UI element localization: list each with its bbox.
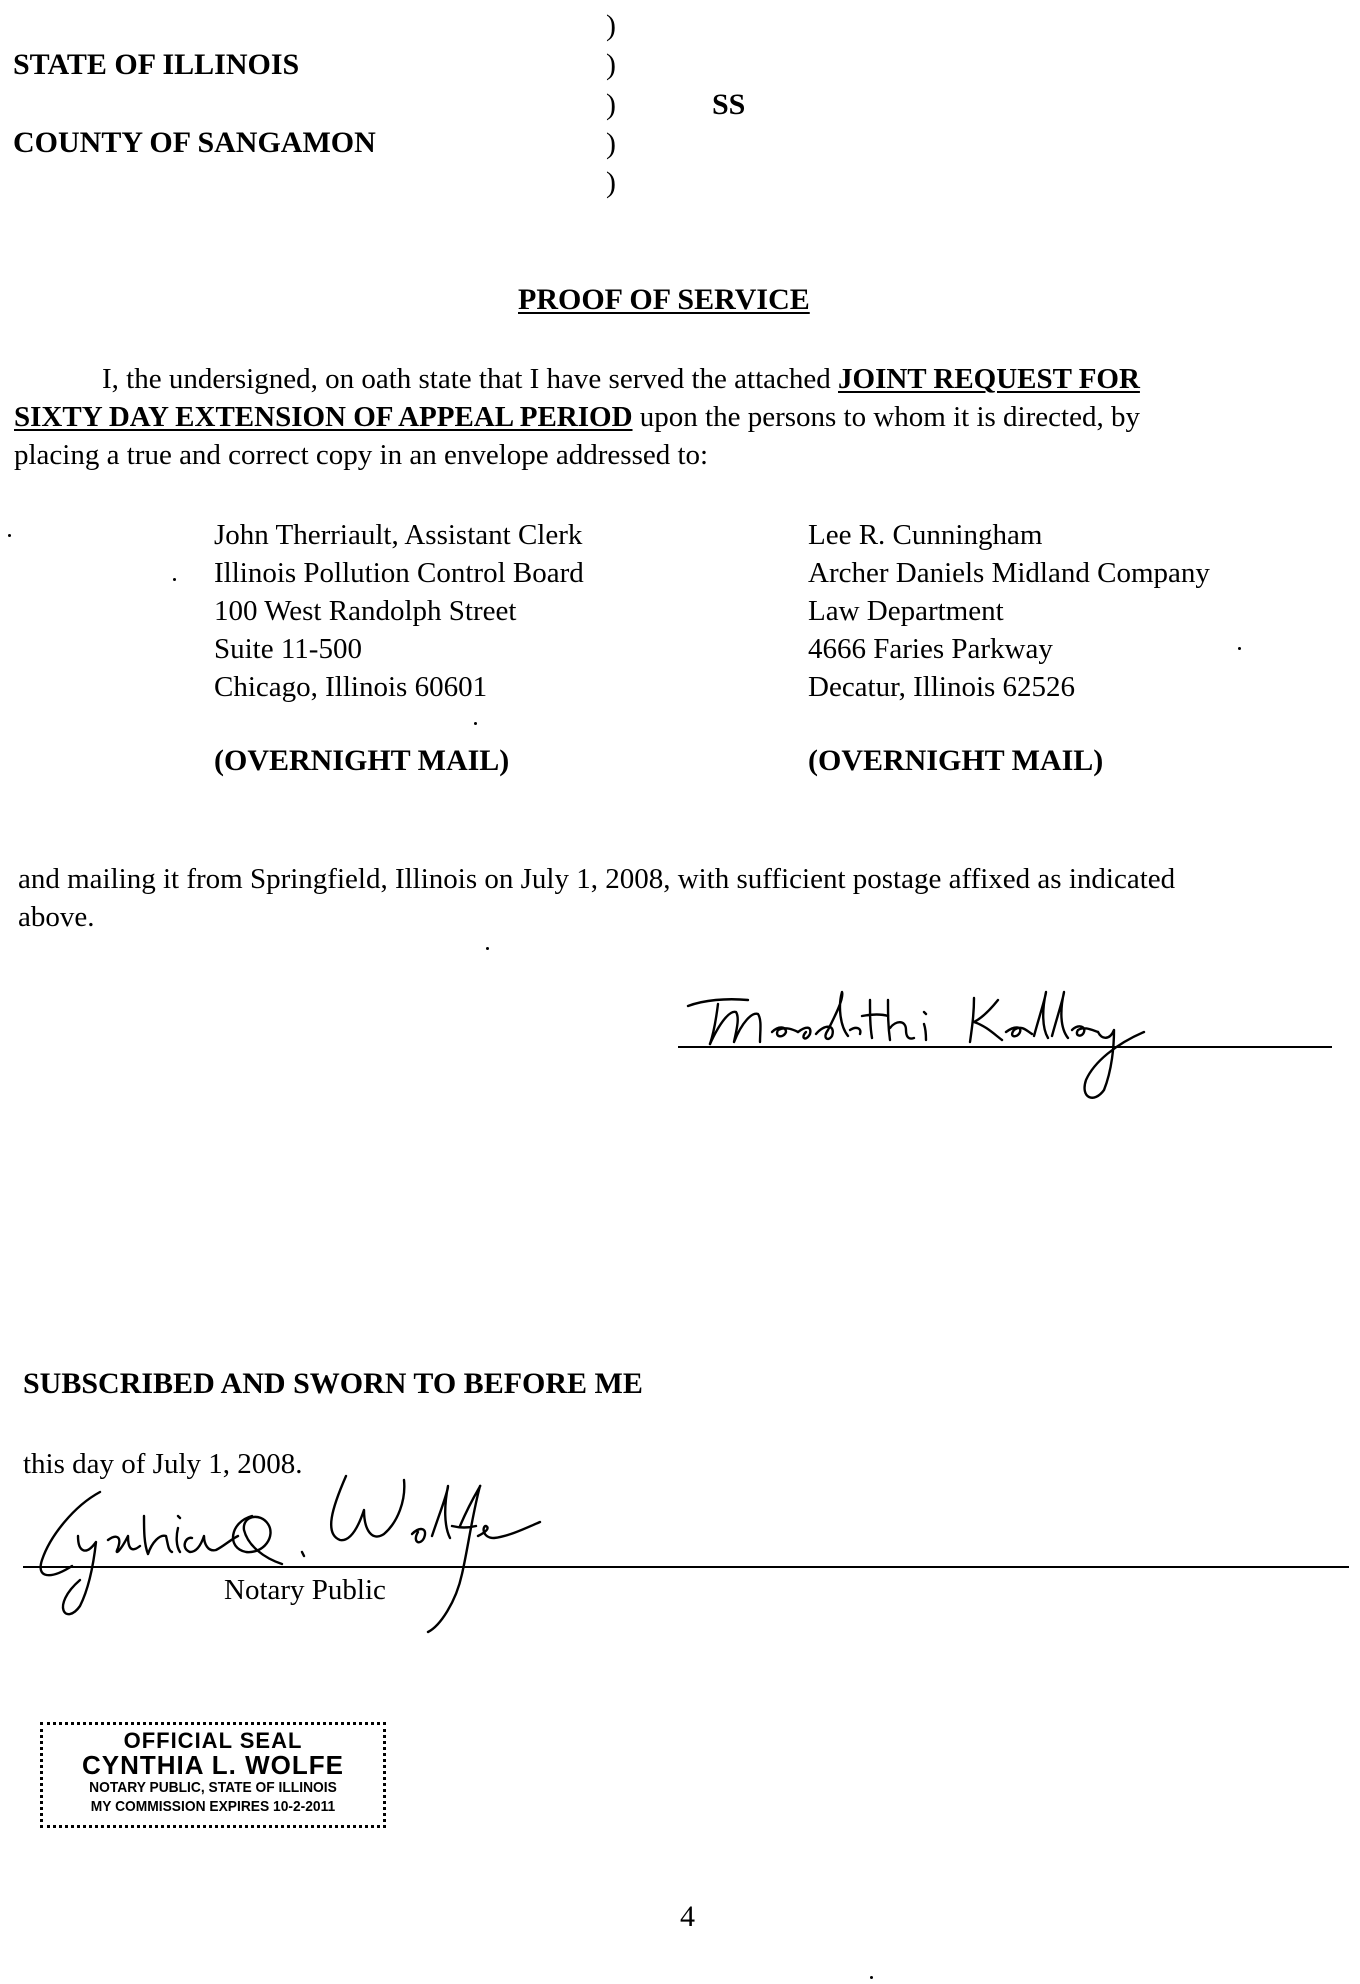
address-line: Law Department [808, 595, 1004, 627]
seal-line: NOTARY PUBLIC, STATE OF ILLINOIS [89, 1779, 337, 1796]
notary-signature [20, 1456, 660, 1646]
venue-county: COUNTY OF SANGAMON [13, 126, 376, 159]
scan-speck [8, 534, 11, 537]
document-title: PROOF OF SERVICE [518, 283, 810, 316]
scan-speck [486, 947, 489, 950]
notary-signature-line [23, 1566, 1349, 1568]
recipient-address-2 [808, 516, 1210, 706]
caption-paren: ) [606, 127, 616, 160]
intro-paragraph [14, 360, 1314, 474]
seal-name: CYNTHIA L. WOLFE [81, 1750, 344, 1780]
caption-paren: ) [606, 88, 616, 121]
seal-line: OFFICIAL SEAL [123, 1728, 303, 1753]
notary-label: Notary Public [224, 1574, 386, 1606]
recipient-address-1 [214, 516, 584, 706]
served-document-title-part2: SIXTY DAY EXTENSION OF APPEAL PERIOD [14, 401, 633, 433]
scan-speck [173, 578, 176, 581]
seal-commission: MY COMMISSION EXPIRES 10-2-2011 [90, 1798, 336, 1815]
delivery-method-1: (OVERNIGHT MAIL) [214, 744, 510, 777]
address-line: Suite 11-500 [214, 633, 362, 665]
venue-state: STATE OF ILLINOIS [13, 48, 300, 81]
scan-speck [870, 1976, 873, 1979]
address-line: 100 West Randolph Street [214, 595, 517, 627]
intro-line-1 [14, 360, 1314, 398]
caption-paren: ) [606, 166, 616, 199]
scan-speck [1238, 647, 1241, 650]
address-line: Decatur, Illinois 62526 [808, 671, 1076, 703]
delivery-method-2: (OVERNIGHT MAIL) [808, 744, 1104, 777]
mailing-paragraph [18, 860, 1328, 936]
affiant-signature-line [678, 1046, 1332, 1048]
mailing-line-1: and mailing it from Springfield, Illinois on July 1, 2008, with sufficient postage affixed as indicated [18, 863, 1176, 895]
intro-line-2 [14, 398, 1314, 436]
address-line: Illinois Pollution Control Board [214, 557, 584, 589]
page-number: 4 [680, 1900, 695, 1933]
mailing-line-2: above. [18, 901, 95, 933]
venue-ss: SS [712, 88, 746, 121]
address-line: 4666 Faries Parkway [808, 633, 1053, 665]
intro-line-3: placing a true and correct copy in an envelope addressed to: [14, 439, 709, 471]
scan-speck [474, 722, 477, 725]
affiant-signature [674, 970, 1338, 1110]
notary-seal-stamp [40, 1722, 386, 1828]
jurat-date-line: this day of July 1, 2008. [23, 1448, 303, 1480]
address-line: Archer Daniels Midland Company [808, 557, 1210, 589]
address-line: Lee R. Cunningham [808, 519, 1043, 551]
served-document-title-part1: JOINT REQUEST FOR [838, 363, 1140, 395]
jurat-heading: SUBSCRIBED AND SWORN TO BEFORE ME [23, 1367, 643, 1400]
caption-paren: ) [606, 48, 616, 81]
caption-paren: ) [606, 9, 616, 42]
intro-prefix: I, the undersigned, on oath state that I have served the attached [102, 363, 839, 395]
address-line: Chicago, Illinois 60601 [214, 671, 488, 703]
intro-suffix: upon the persons to whom it is directed, by [632, 401, 1140, 433]
address-line: John Therriault, Assistant Clerk [214, 519, 583, 551]
